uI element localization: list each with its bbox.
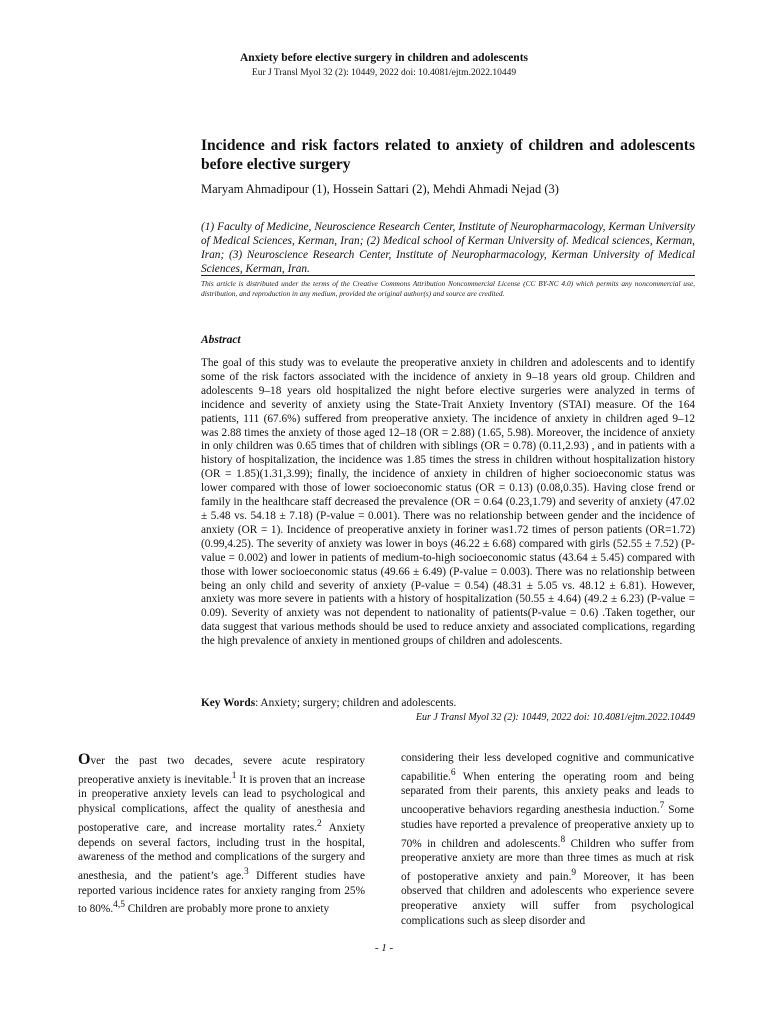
license-note: This article is distributed under the terms of the Creative Commons Attribution Noncommercial License (CC BY-NC 4.0) which permits any noncommercial use, distribution, and reproduction in any medium, provided the original author(s) and source are credited.	[201, 279, 695, 298]
keywords	[201, 697, 695, 709]
body-text: considering their less developed cognitive and communicative capabilitie.	[401, 752, 694, 783]
body-text: It is proven that an increase in preoperative anxiety levels can lead to psychological and physical complications, affect the quality of anesthesia and postoperative care, and increase mortality rates.	[78, 773, 366, 834]
body-text: Different studies have reported various incidence rates for anxiety ranging from 25% to 80%.	[78, 869, 365, 916]
reference-marker[interactable]: 6	[450, 767, 456, 778]
reference-marker[interactable]: 3	[244, 867, 249, 878]
article-title: Incidence and risk factors related to anxiety of children and adolescents before elective surgery	[201, 137, 695, 173]
body-column-left	[78, 753, 365, 917]
page-number: - 1 -	[374, 942, 394, 954]
body-text: When entering the operating room and being separated from their parents, this anxiety peaks and leads to uncooperative behaviors regarding anesthesia induction.	[401, 770, 694, 816]
divider	[201, 275, 695, 276]
affiliations: (1) Faculty of Medicine, Neuroscience Research Center, Institute of Neuropharmacology, Kerman University of Medical Sciences, Kerman, Iran; (2) Medical school of Kerman University of. Medical sciences, Kerman, Iran; (3) Neuroscience Research Center, Institute of Neuropharmacology, Kerman University of Medical Sciences, Kerman, Iran.	[201, 221, 695, 275]
body-text: Anxiety depends on several factors, including trust in the hospital, awareness of the method and complications of the surgery and anesthesia, and the patient’s age.	[78, 821, 365, 882]
running-title: Anxiety before elective surgery in children and adolescents	[240, 52, 528, 64]
body-text: Children are probably more prone to anxiety	[124, 903, 330, 916]
body-text: Moreover, it has been observed that children and adolescents who experience severe preoperative anxiety will suffer from psychological complications such as sleep disorder and	[401, 870, 695, 928]
abstract-heading: Abstract	[201, 334, 241, 346]
reference-marker[interactable]: 8	[560, 834, 566, 845]
journal-citation: Eur J Transl Myol 32 (2): 10449, 2022 doi: 10.4081/ejtm.2022.10449	[251, 68, 517, 78]
body-text: Children who suffer from preoperative anxiety are more than three times as much at risk of postoperative anxiety and pain.	[401, 837, 695, 883]
body-text: ver the past two decades, severe acute respiratory preoperative anxiety is inevitable.	[78, 755, 365, 786]
reference-marker[interactable]: 2	[316, 818, 322, 829]
body-column-right	[401, 751, 694, 929]
author-list: Maryam Ahmadipour (1), Hossein Sattari (2), Mehdi Ahmadi Nejad (3)	[201, 182, 559, 196]
reference-marker[interactable]: 1	[231, 770, 237, 781]
reference-marker[interactable]: 9	[571, 867, 577, 878]
drop-cap: O	[78, 751, 91, 768]
reference-marker[interactable]: 7	[659, 801, 665, 812]
abstract-text: The goal of this study was to evelaute the preoperative anxiety in children and adolescents and to identify some of the risk factors associated with the incidence of anxiety in 9–18 years old group. Children and adolescents 9–18 years old hospitalized the night before elective surgeries were analyzed in terms of incidence and severity of anxiety using the State-Trait Anxiety Inventory (STAI) measure. Of the 164 patients, 111 (67.6%) suffered from preoperative anxiety. The incidence of anxiety in children aged 9–12 was 2.88 times the anxiety of those aged 12–18 (OR = 2.88) (1.65, 5.98). Moreover, the incidence of anxiety in only children was 0.65 times that of children with siblings (OR = 0.78) (0.11,2.93) , and in patients with a history of hospitalization, the incidence was 1.85 times the stress in children without hospitalization history (OR = 1.85)(1.31,3.99); finally, the incidence of anxiety in children of higher socioeconomic status was lower compared with those of lower socioeconomic status (OR = 0.13) (0.08,0.35). Having close frend or family in the healthcare staff decreased the prevalence (OR = 0.64 (0.23,1.79) and severity of anxiety (47.02 ± 5.48 vs. 54.18 ± 7.18) (P-value = 0.001). There was no relationship between gender and the incidence of anxiety (OR = 1). Incidence of preoperative anxiety in foriner was1.72 times of person patients (OR=1.72) (0.99,4.25). The severity of anxiety was lower in boys (46.22 ± 6.68) compared with girls (52.55 ± 7.52) (P-value = 0.002) and lower in patients of medium-to-high socioeconomic status (43.64 ± 5.45) compared with those with lower socioeconomic status (49.66 ± 6.49) (P-value = 0.003). There was no relationship between being an only child and severity of anxiety (P-value = 0.54) (48.31 ± 5.05 vs. 48.12 ± 6.81). However, anxiety was more severe in patients with a history of hospitalization (50.55 ± 4.64) (49.2 ± 6.23) (P-value = 0.09). Severity of anxiety was not dependent to nationality of patients(P-value = 0.6) .Taken together, our data suggest that various methods should be used to reduce anxiety and associated complications, regarding the high prevalence of anxiety in mentioned groups of children and adolescents.	[201, 357, 695, 648]
citation-line: Eur J Transl Myol 32 (2): 10449, 2022 doi: 10.4081/ejtm.2022.10449	[415, 712, 695, 723]
body-text: Some studies have reported a prevalence of preoperative anxiety up to 70% in children and adolescents.	[401, 803, 694, 850]
reference-marker[interactable]: 4,5	[113, 900, 125, 911]
keywords-text: : Anxiety; surgery; children and adolescents.	[255, 697, 457, 709]
keywords-label: Key Words	[201, 697, 256, 709]
